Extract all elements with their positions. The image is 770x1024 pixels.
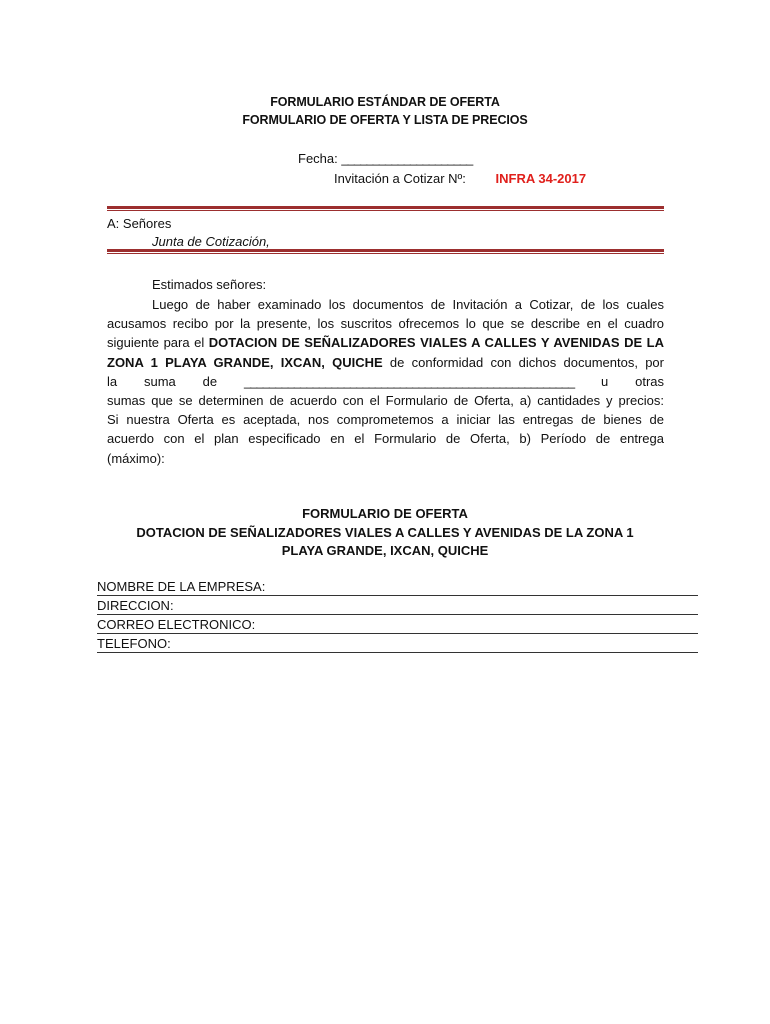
letter-line: la suma de _____________________________________________________ u otras	[107, 373, 665, 389]
letter-line: siguiente para el DOTACION DE SEÑALIZADORES VIALES A CALLES Y AVENIDAS DE LA	[107, 335, 664, 351]
letter-line: Luego de haber examinado los documentos de Invitación a Cotizar, de los cuales	[152, 297, 664, 312]
form-title: FORMULARIO ESTÁNDAR DE OFERTA	[270, 95, 500, 109]
amount-blank: _____________________________________________________	[243, 373, 575, 389]
letter-body	[107, 295, 664, 468]
invitation-code: INFRA 34-2017	[495, 171, 587, 186]
project-name: DOTACION DE SEÑALIZADORES VIALES A CALLES Y AVENIDAS DE LA	[208, 335, 664, 351]
divider-top	[107, 206, 664, 211]
offer-form-heading: FORMULARIO DE OFERTA	[302, 506, 468, 521]
offer-form-location: PLAYA GRANDE, IXCAN, QUICHE	[281, 543, 489, 558]
form-subtitle: FORMULARIO DE OFERTA Y LISTA DE PRECIOS	[242, 113, 528, 127]
date-blank: _____________________	[341, 151, 473, 166]
letter-line: ZONA 1 PLAYA GRANDE, IXCAN, QUICHE de conformidad con dichos documentos, por	[107, 354, 664, 370]
project-location: ZONA 1 PLAYA GRANDE, IXCAN, QUICHE	[107, 354, 383, 370]
letter-line: acusamos recibo por la presente, los suscritos ofrecemos lo que se describe en el cuadro	[107, 316, 664, 332]
offer-form-project: DOTACION DE SEÑALIZADORES VIALES A CALLES Y AVENIDAS DE LA ZONA 1	[136, 525, 634, 540]
invitation-line	[334, 171, 586, 186]
recipient-committee: Junta de Cotización,	[152, 234, 270, 249]
letter-line: (máximo):	[107, 450, 165, 466]
address-field[interactable]: DIRECCION:	[97, 596, 698, 615]
company-name-field[interactable]: NOMBRE DE LA EMPRESA:	[97, 577, 698, 596]
date-line	[298, 151, 472, 166]
letter-greeting: Estimados señores:	[152, 277, 267, 292]
letter-line: acuerdo con el plan especificado en el Formulario de Oferta, b) Período de entrega	[107, 431, 664, 447]
divider-bottom	[107, 249, 664, 254]
letter-line: sumas que se determinen de acuerdo con el Formulario de Oferta, a) cantidades y precios:	[107, 393, 664, 409]
date-label: Fecha:	[298, 151, 338, 166]
company-info-fields	[97, 577, 698, 653]
invitation-label: Invitación a Cotizar Nº:	[334, 171, 466, 186]
phone-field[interactable]: TELEFONO:	[97, 634, 698, 653]
recipient-salutation: A: Señores	[107, 216, 172, 231]
letter-line: Si nuestra Oferta es aceptada, nos comprometemos a iniciar las entregas de bienes de	[107, 412, 664, 428]
email-field[interactable]: CORREO ELECTRONICO:	[97, 615, 698, 634]
